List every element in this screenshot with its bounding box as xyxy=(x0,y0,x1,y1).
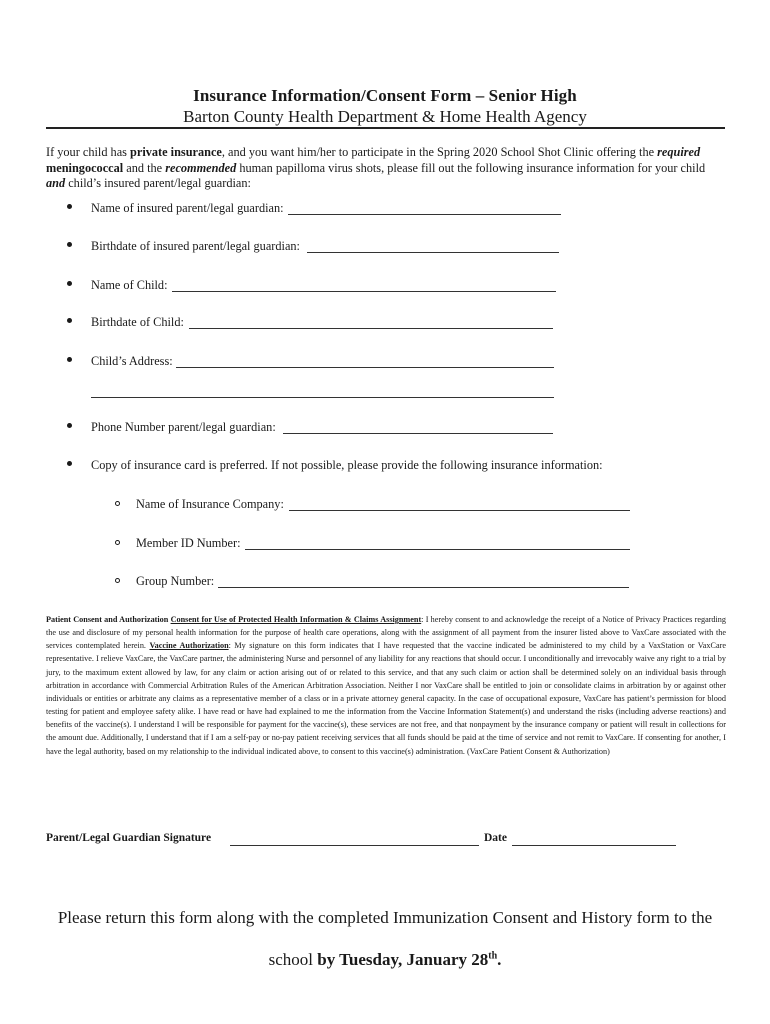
intro-text: and the xyxy=(123,160,166,175)
circle-bullet-icon xyxy=(115,578,120,583)
guardian-birthdate-field[interactable] xyxy=(307,252,559,253)
circle-bullet-icon xyxy=(115,540,120,545)
member-id-label: Member ID Number: xyxy=(136,536,241,550)
child-birthdate-label: Birthdate of Child: xyxy=(91,315,184,329)
intro-text: child’s insured parent/legal guardian: xyxy=(65,176,251,190)
circle-bullet-icon xyxy=(115,501,120,506)
insurance-company-label: Name of Insurance Company: xyxy=(136,497,284,511)
child-name-label: Name of Child: xyxy=(91,278,168,292)
intro-bold-private-insurance: private insurance xyxy=(130,145,222,159)
group-number-label: Group Number: xyxy=(136,574,215,588)
return-deadline xyxy=(0,950,770,970)
intro-text: human papilloma virus shots, please fill out the following insurance information for your child xyxy=(236,160,706,175)
signature-label: Parent/Legal Guardian Signature xyxy=(46,832,212,844)
child-address-label: Child’s Address: xyxy=(91,354,173,368)
bullet-icon xyxy=(67,357,72,362)
intro-paragraph xyxy=(46,145,726,192)
return-instructions: Please return this form along with the completed Immunization Consent and History form to the xyxy=(57,908,713,927)
agency-name: Barton County Health Department & Home Health Agency xyxy=(183,107,587,126)
insurance-card-note: Copy of insurance card is preferred. If not possible, please provide the following insurance information: xyxy=(91,458,603,472)
intro-text: If your child has xyxy=(46,145,131,159)
bullet-icon xyxy=(67,318,72,323)
return-deadline-period: . xyxy=(497,950,502,969)
return-deadline-date: by Tuesday, January 28 xyxy=(317,950,489,969)
date-field[interactable] xyxy=(512,845,676,846)
bullet-icon xyxy=(67,242,72,247)
bullet-icon xyxy=(67,281,72,286)
guardian-name-label: Name of insured parent/legal guardian: xyxy=(91,201,284,215)
form-title: Insurance Information/Consent Form – Senior High xyxy=(193,86,577,105)
child-name-field[interactable] xyxy=(172,291,556,292)
child-address-field[interactable] xyxy=(176,367,554,368)
consent-text: : My signature on this form indicates that I have requested that the vaccine indicated be administered to my child by a VaxStation or VaxCare representative. I relieve VaxCare, the VaxCare partner, the administering Nurse and personnel of any liability for any reactions that should occur. I unconditionally and irrevocably waive any right to a trial by jury, to the maximum extent allowed by law, for any claim or action arising out of or related to this service, and that any such claim or action shall be determined solely on an individual basis through arbitration in accordance with Commercial Arbitration Rules of the American Arbitration Association. Neither I nor VaxCare shall be entitled to join or consolidate claims in arbitration by or against other individuals or entities or arbitrate any claims as a representative member of a class or in a private attorney general capacity. In the case of occupational exposure, VaxCare has patient’s permission for blood testing for patient and employee safety alike. I have read or have had explained to me the information from the Vaccine Information Statement(s) and understand the risks (including adverse reactions) and benefits of the vaccine(s). I understand I will be responsible for payment for the vaccine(s), these services are not free, and that nonpayment by the insurance company or patient will result in collections for the amount due. Additionally, I understand that if I am a self-pay or no-pay patient receiving services that all funds should be paid at the time of service and not remit to VaxCare. If consenting for another, I have the legal authority, based on my relationship to the individual indicated above, to consent to this vaccine(s) administration. (VaxCare Patient Consent & Authorization) xyxy=(46,641,726,756)
vaccine-authorization-heading: Vaccine Authorization xyxy=(149,641,229,651)
header-divider xyxy=(46,127,725,129)
bullet-icon xyxy=(67,461,72,466)
member-id-field[interactable] xyxy=(245,549,630,550)
guardian-birthdate-label: Birthdate of insured parent/legal guardian: xyxy=(91,239,300,253)
consent-subheading: Consent for Use of Protected Health Information & Claims Assignment xyxy=(170,615,422,624)
date-suffix: th xyxy=(488,950,498,962)
phone-field[interactable] xyxy=(283,433,553,434)
intro-text: , and you want him/her to participate in the Spring 2020 School Shot Clinic offering the xyxy=(221,145,658,159)
bullet-icon xyxy=(67,423,72,428)
intro-bold-meningococcal: meningococcal xyxy=(46,160,124,175)
consent-text: : I hereby consent to and acknowledge the receipt of a Notice of Privacy Practices regarding the use and disclosure of my personal health information for the purpose of health care operations, along with the assignment of all payment from the insurer listed above to VaxCare associated with the services contemplated herein. xyxy=(46,615,726,651)
guardian-name-field[interactable] xyxy=(288,214,561,215)
insurance-company-field[interactable] xyxy=(289,510,630,511)
consent-heading: Patient Consent and Authorization xyxy=(46,615,169,624)
child-birthdate-field[interactable] xyxy=(189,328,553,329)
intro-bold-recommended: recommended xyxy=(165,160,237,175)
child-address-field-line2[interactable] xyxy=(91,397,554,398)
date-label: Date xyxy=(484,832,507,844)
signature-field[interactable] xyxy=(230,845,479,846)
intro-bold-required: required xyxy=(657,145,701,159)
intro-bold-and: and xyxy=(46,176,66,190)
bullet-icon xyxy=(67,204,72,209)
return-deadline-text: school xyxy=(268,950,318,969)
phone-label: Phone Number parent/legal guardian: xyxy=(91,420,276,434)
group-number-field[interactable] xyxy=(218,587,629,588)
consent-paragraph xyxy=(46,613,726,758)
